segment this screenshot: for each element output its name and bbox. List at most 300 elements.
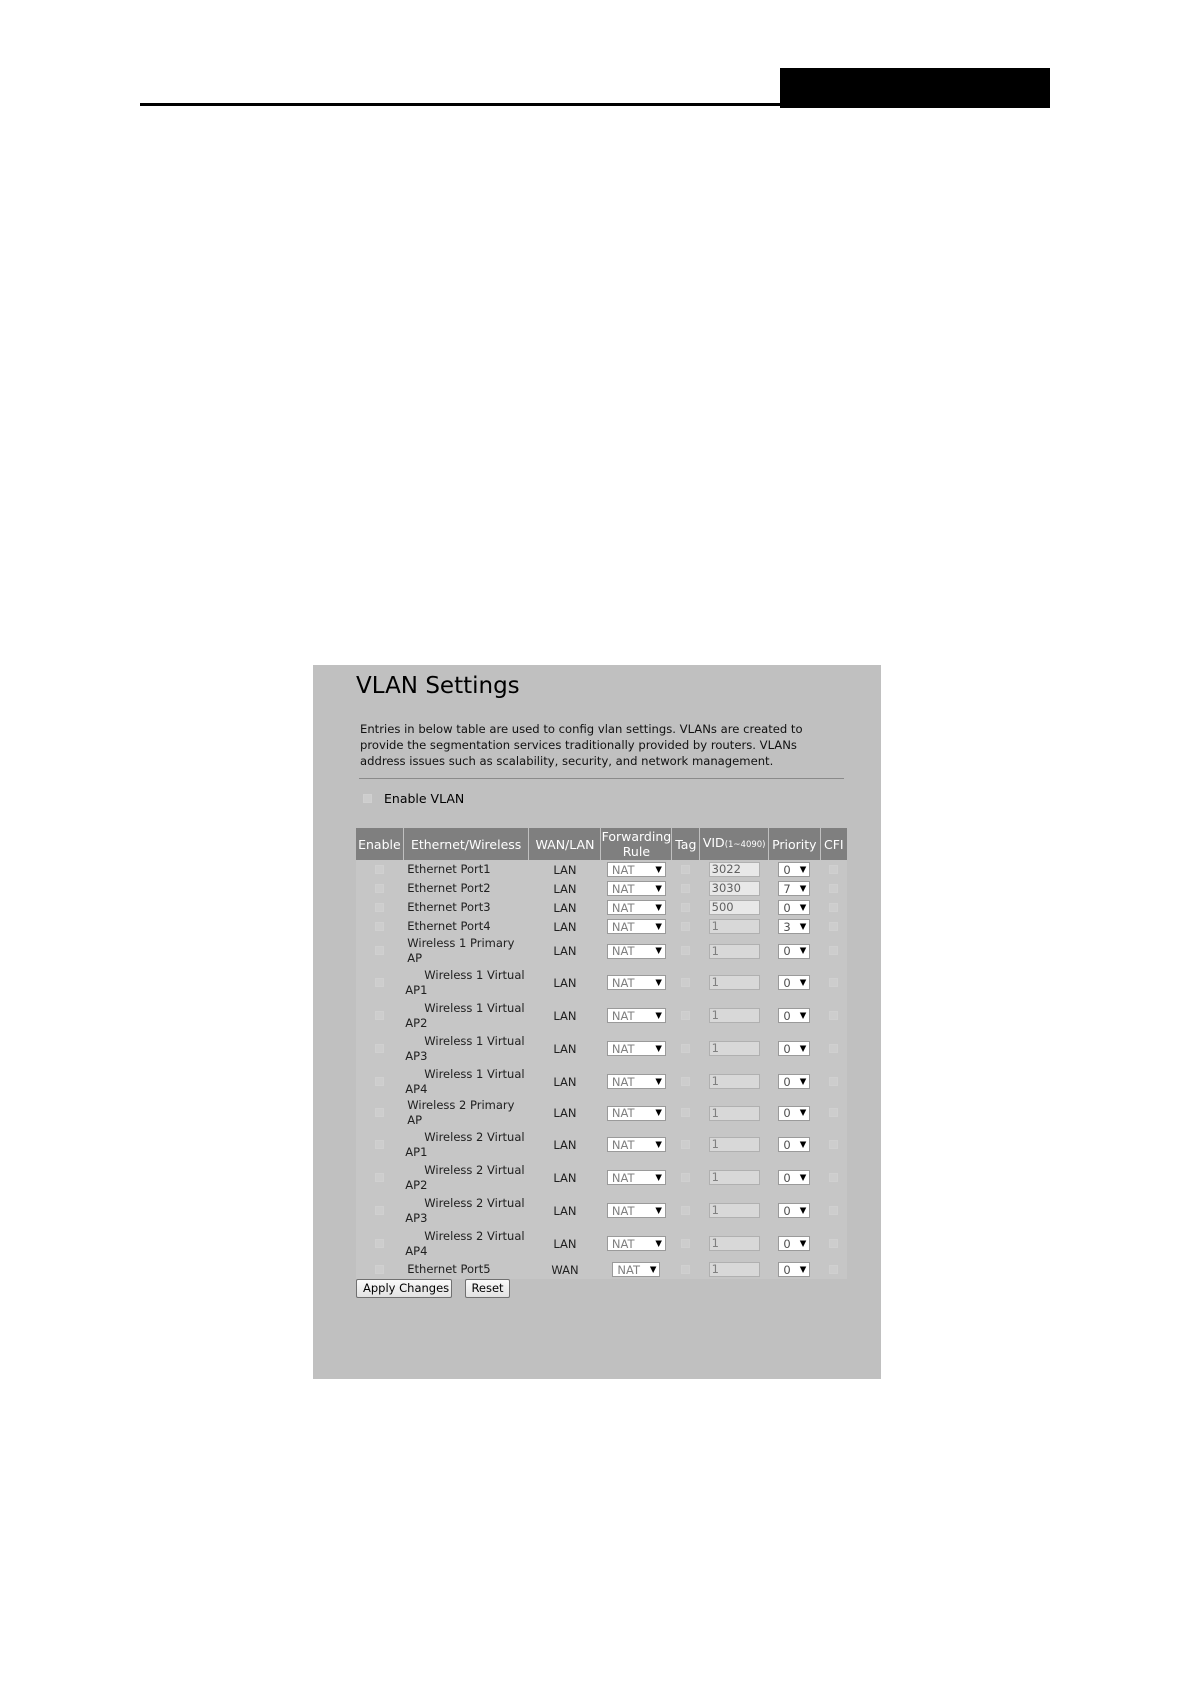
forwarding-rule-cell [601,1260,672,1279]
forwarding-rule-cell [601,917,672,936]
tag-checkbox[interactable] [681,1011,690,1020]
vid-cell [700,1032,769,1065]
panel-description: Entries in below table are used to config vlan settings. VLANs are created to provide the segmentation services traditionally provided by routers. VLANs address issues such as scalability, security, and network management. [360,722,803,768]
forwarding-rule-cell [601,1128,672,1161]
cfi-cell [820,1098,847,1128]
row-enable-checkbox[interactable] [375,1077,384,1086]
cfi-cell [820,1227,847,1260]
page-header-block [780,68,1050,108]
wan-lan-value: WAN [529,1260,601,1279]
priority-cell [769,936,821,966]
tag-checkbox[interactable] [681,1077,690,1086]
tag-cell [672,1065,700,1098]
priority-select[interactable] [778,1262,810,1277]
divider [359,778,844,779]
tag-cell [672,966,700,999]
wan-lan-value: LAN [529,1227,601,1260]
vid-cell [700,999,769,1032]
priority-cell [769,1065,821,1098]
vid-input[interactable]: 1 [709,1041,760,1056]
cfi-checkbox[interactable] [829,922,838,931]
vid-cell [700,936,769,966]
wan-lan-value: LAN [529,999,601,1032]
priority-cell [769,1098,821,1128]
interface-name [403,966,529,999]
dropdown-arrow-icon: ▼ [799,977,807,988]
cfi-cell [820,898,847,917]
dropdown-arrow-icon: ▼ [655,921,662,932]
table-row [356,879,847,898]
priority-select[interactable] [778,1041,810,1056]
vid-cell [700,1260,769,1279]
cfi-cell [820,1032,847,1065]
col-header-vid [700,828,769,860]
row-enable-checkbox[interactable] [375,946,384,955]
interface-name-line2: AP4 [405,1243,428,1258]
interface-name [403,1128,529,1161]
forwarding-rule-value: NAT [611,862,635,877]
table-row [356,999,847,1032]
dropdown-arrow-icon: ▼ [655,1010,662,1021]
priority-value: 0 [783,900,791,915]
enable-cell [356,1128,403,1161]
forwarding-rule-select[interactable] [607,975,666,990]
row-enable-checkbox[interactable] [375,1206,384,1215]
tag-checkbox[interactable] [681,1265,690,1274]
forwarding-rule-select[interactable] [607,1074,666,1089]
forwarding-rule-select[interactable] [607,919,666,934]
dropdown-arrow-icon: ▼ [649,1264,657,1275]
tag-checkbox[interactable] [681,1108,690,1117]
wan-lan-value: LAN [529,966,601,999]
interface-name-line1: Wireless 1 Virtual [424,1000,525,1015]
priority-value: 0 [783,944,791,958]
forwarding-rule-cell [601,1032,672,1065]
tag-cell [672,917,700,936]
dropdown-arrow-icon: ▼ [655,977,662,988]
tag-cell [672,1194,700,1227]
enable-cell [356,999,403,1032]
tag-cell [672,1032,700,1065]
vid-input[interactable]: 1 [709,1137,760,1152]
tag-checkbox[interactable] [681,978,690,987]
forwarding-rule-select[interactable] [607,1203,666,1218]
cfi-checkbox[interactable] [829,1108,838,1117]
forwarding-rule-select[interactable] [607,1236,666,1251]
col-header-interface: Ethernet/Wireless [403,828,529,860]
forwarding-rule-select[interactable] [607,1041,666,1056]
priority-select[interactable] [778,1203,810,1218]
tag-cell [672,999,700,1032]
priority-value: 0 [783,1008,791,1023]
wan-lan-value: LAN [529,1128,601,1161]
priority-select[interactable] [778,1106,810,1121]
wan-lan-value: LAN [529,898,601,917]
vid-cell [700,1128,769,1161]
col-header-vid-label: VID [702,835,725,850]
row-enable-checkbox[interactable] [375,865,384,874]
forwarding-rule-cell [601,1194,672,1227]
priority-select[interactable] [778,900,810,915]
cfi-checkbox[interactable] [829,1173,838,1182]
priority-select[interactable] [778,1008,810,1023]
vid-cell [700,1227,769,1260]
tag-cell [672,898,700,917]
dropdown-arrow-icon: ▼ [799,1172,807,1183]
enable-cell [356,1065,403,1098]
interface-name-line1: Wireless 2 Virtual [424,1195,525,1210]
col-header-vid-range: (1~4090) [724,840,766,850]
wan-lan-value: LAN [529,1161,601,1194]
priority-value: 0 [783,862,791,877]
cfi-cell [820,860,847,879]
forwarding-rule-value: NAT [611,1203,635,1218]
forwarding-rule-cell [601,999,672,1032]
enable-cell [356,936,403,966]
enable-vlan-checkbox[interactable] [363,794,372,803]
interface-name: Ethernet Port2 [403,879,529,898]
dropdown-arrow-icon: ▼ [799,1139,807,1150]
dropdown-arrow-icon: ▼ [655,1205,662,1216]
forwarding-rule-select[interactable] [607,900,666,915]
tag-cell [672,1098,700,1128]
priority-cell [769,917,821,936]
col-header-enable: Enable [356,828,403,860]
forwarding-rule-cell [601,1161,672,1194]
cfi-checkbox[interactable] [829,1140,838,1149]
interface-name-line2: AP3 [405,1048,428,1063]
table-row [356,1098,847,1128]
priority-value: 3 [783,919,791,934]
vid-input[interactable]: 1 [709,1262,760,1277]
wan-lan-value: LAN [529,1032,601,1065]
vid-input[interactable]: 1 [709,919,760,934]
row-enable-checkbox[interactable] [375,884,384,893]
forwarding-rule-select[interactable] [607,944,666,959]
forwarding-rule-select[interactable] [612,1262,660,1277]
enable-vlan-row[interactable] [363,791,464,806]
interface-name-line1: Wireless 1 Virtual [424,967,525,982]
interface-name [403,1065,529,1098]
cfi-cell [820,936,847,966]
forwarding-rule-cell [601,1227,672,1260]
forwarding-rule-select[interactable] [607,1170,666,1185]
enable-cell [356,1260,403,1279]
vid-input[interactable]: 1 [709,1236,760,1251]
wan-lan-value: LAN [529,917,601,936]
enable-cell [356,917,403,936]
priority-cell [769,860,821,879]
table-row [356,1161,847,1194]
tag-checkbox[interactable] [681,1173,690,1182]
row-enable-checkbox[interactable] [375,1173,384,1182]
row-enable-checkbox[interactable] [375,1044,384,1053]
page-title: VLAN Settings [356,673,520,699]
wan-lan-value: LAN [529,1098,601,1128]
col-header-forwarding-line2: Rule [622,844,651,859]
cfi-cell [820,966,847,999]
row-enable-checkbox[interactable] [375,922,384,931]
enable-cell [356,966,403,999]
tag-checkbox[interactable] [681,903,690,912]
tag-checkbox[interactable] [681,1140,690,1149]
dropdown-arrow-icon: ▼ [799,946,807,956]
tag-cell [672,1128,700,1161]
forwarding-rule-select[interactable] [607,1106,666,1121]
interface-name-line2: AP1 [405,1144,428,1159]
interface-name [403,1194,529,1227]
forwarding-rule-select[interactable] [607,1137,666,1152]
dropdown-arrow-icon: ▼ [799,1205,807,1216]
cfi-checkbox[interactable] [829,1011,838,1020]
dropdown-arrow-icon: ▼ [655,946,662,956]
interface-name: Wireless 2 Primary AP [403,1098,529,1128]
priority-select[interactable] [778,1137,810,1152]
interface-name [403,1227,529,1260]
priority-cell [769,1161,821,1194]
vid-cell [700,917,769,936]
row-enable-checkbox[interactable] [375,1108,384,1117]
row-enable-checkbox[interactable] [375,1140,384,1149]
cfi-checkbox[interactable] [829,1239,838,1248]
cfi-cell [820,1161,847,1194]
dropdown-arrow-icon: ▼ [655,1238,662,1249]
vid-cell [700,1161,769,1194]
dropdown-arrow-icon: ▼ [799,1238,807,1249]
priority-value: 0 [783,975,791,990]
priority-select[interactable] [778,881,810,896]
forwarding-rule-value: NAT [611,1041,635,1056]
priority-value: 0 [783,1262,791,1277]
interface-name-line1: Wireless 2 Virtual [424,1228,525,1243]
tag-checkbox[interactable] [681,922,690,931]
dropdown-arrow-icon: ▼ [655,1043,662,1054]
tag-checkbox[interactable] [681,1206,690,1215]
cfi-cell [820,999,847,1032]
cfi-cell [820,917,847,936]
table-row [356,936,847,966]
forwarding-rule-select[interactable] [607,1008,666,1023]
tag-checkbox[interactable] [681,1044,690,1053]
vid-cell [700,1098,769,1128]
forwarding-rule-value: NAT [611,1106,635,1120]
forwarding-rule-value: NAT [611,1074,635,1089]
cfi-checkbox[interactable] [829,978,838,987]
dropdown-arrow-icon: ▼ [655,864,662,875]
forwarding-rule-value: NAT [611,1170,635,1185]
row-enable-checkbox[interactable] [375,978,384,987]
forwarding-rule-cell [601,1098,672,1128]
priority-cell [769,879,821,898]
forwarding-rule-select[interactable] [607,881,666,896]
vid-input[interactable]: 1 [709,944,760,959]
vid-input[interactable]: 1 [709,1074,760,1089]
tag-checkbox[interactable] [681,865,690,874]
table-header-row [356,828,847,860]
vid-cell [700,966,769,999]
tag-cell [672,1227,700,1260]
cfi-cell [820,1065,847,1098]
priority-value: 7 [783,881,791,896]
interface-name: Ethernet Port4 [403,917,529,936]
enable-cell [356,1161,403,1194]
row-enable-checkbox[interactable] [375,1011,384,1020]
forwarding-rule-cell [601,936,672,966]
enable-cell [356,860,403,879]
tag-checkbox[interactable] [681,884,690,893]
forwarding-rule-value: NAT [611,944,635,958]
cfi-cell [820,1128,847,1161]
dropdown-arrow-icon: ▼ [799,902,807,913]
vid-cell [700,860,769,879]
col-header-cfi: CFI [820,828,847,860]
table-row [356,1065,847,1098]
apply-changes-button[interactable]: Apply Changes [356,1279,452,1298]
vid-input[interactable]: 1 [709,1008,760,1023]
col-header-wan-lan: WAN/LAN [529,828,601,860]
cfi-cell [820,879,847,898]
priority-select[interactable] [778,1170,810,1185]
table-row [356,1227,847,1260]
col-header-tag: Tag [672,828,700,860]
cfi-cell [820,1194,847,1227]
reset-button[interactable]: Reset [465,1279,510,1298]
cfi-checkbox[interactable] [829,946,838,955]
forwarding-rule-cell [601,898,672,917]
interface-name-line2: AP4 [405,1081,428,1096]
interface-name [403,1161,529,1194]
vid-input[interactable]: 1 [709,1106,760,1121]
dropdown-arrow-icon: ▼ [799,921,807,932]
tag-cell [672,879,700,898]
vid-input[interactable]: 3022 [709,862,760,877]
cfi-checkbox[interactable] [829,1044,838,1053]
cfi-checkbox[interactable] [829,1265,838,1274]
dropdown-arrow-icon: ▼ [799,1043,807,1054]
vlan-table [356,828,847,1279]
forwarding-rule-select[interactable] [607,862,666,877]
priority-cell [769,1194,821,1227]
table-row [356,898,847,917]
priority-cell [769,1128,821,1161]
vid-input[interactable]: 3030 [709,881,760,896]
tag-checkbox[interactable] [681,1239,690,1248]
forwarding-rule-value: NAT [611,881,635,896]
dropdown-arrow-icon: ▼ [655,883,662,894]
priority-value: 0 [783,1041,791,1056]
interface-name-line1: Wireless 2 Virtual [424,1129,525,1144]
tag-checkbox[interactable] [681,946,690,955]
dropdown-arrow-icon: ▼ [799,1108,807,1118]
forwarding-rule-value: NAT [611,919,635,934]
vid-cell [700,1065,769,1098]
tag-cell [672,1161,700,1194]
priority-select[interactable] [778,1074,810,1089]
priority-select[interactable] [778,1236,810,1251]
table-row [356,1194,847,1227]
table-row [356,1128,847,1161]
tag-cell [672,1260,700,1279]
cfi-checkbox[interactable] [829,884,838,893]
interface-name-line2: AP1 [405,982,428,997]
vlan-settings-panel [313,665,881,1379]
interface-name [403,1032,529,1065]
priority-select[interactable] [778,919,810,934]
interface-name-line2: AP3 [405,1210,428,1225]
interface-name: Ethernet Port1 [403,860,529,879]
interface-name-line1: Wireless 1 Virtual [424,1066,525,1081]
interface-name [403,999,529,1032]
priority-cell [769,1032,821,1065]
priority-cell [769,1227,821,1260]
priority-value: 0 [783,1236,791,1251]
vid-cell [700,1194,769,1227]
priority-cell [769,999,821,1032]
table-row [356,860,847,879]
col-header-forwarding-line1: Forwarding [601,829,672,844]
table-row [356,1032,847,1065]
interface-name-line2: AP2 [405,1177,428,1192]
priority-cell [769,966,821,999]
dropdown-arrow-icon: ▼ [799,864,807,875]
dropdown-arrow-icon: ▼ [655,902,662,913]
table-row [356,917,847,936]
interface-name-line2: AP2 [405,1015,428,1030]
cfi-checkbox[interactable] [829,903,838,912]
vid-input[interactable]: 1 [709,1170,760,1185]
priority-select[interactable] [778,862,810,877]
priority-select[interactable] [778,944,810,959]
wan-lan-value: LAN [529,879,601,898]
priority-value: 0 [783,1137,791,1152]
forwarding-rule-cell [601,860,672,879]
vid-input[interactable]: 1 [709,975,760,990]
vid-input[interactable]: 1 [709,1203,760,1218]
priority-select[interactable] [778,975,810,990]
wan-lan-value: LAN [529,1194,601,1227]
interface-name: Wireless 1 Primary AP [403,936,529,966]
col-header-forwarding-rule [601,828,672,860]
priority-value: 0 [783,1170,791,1185]
row-enable-checkbox[interactable] [375,903,384,912]
interface-name-line1: Wireless 1 Virtual [424,1033,525,1048]
cfi-checkbox[interactable] [829,1206,838,1215]
interface-name: Ethernet Port5 [403,1260,529,1279]
cfi-checkbox[interactable] [829,865,838,874]
enable-cell [356,879,403,898]
dropdown-arrow-icon: ▼ [655,1172,662,1183]
row-enable-checkbox[interactable] [375,1239,384,1248]
forwarding-rule-cell [601,966,672,999]
forwarding-rule-value: NAT [611,975,635,990]
enable-cell [356,1098,403,1128]
enable-cell [356,1227,403,1260]
vid-cell [700,898,769,917]
forwarding-rule-value: NAT [611,1137,635,1152]
enable-cell [356,898,403,917]
row-enable-checkbox[interactable] [375,1265,384,1274]
dropdown-arrow-icon: ▼ [799,883,807,894]
enable-cell [356,1032,403,1065]
forwarding-rule-value: NAT [611,1236,635,1251]
cfi-checkbox[interactable] [829,1077,838,1086]
vid-input[interactable]: 500 [709,900,760,915]
enable-vlan-label: Enable VLAN [384,791,465,806]
forwarding-rule-value: NAT [611,1008,635,1023]
priority-cell [769,1260,821,1279]
forwarding-rule-value: NAT [611,900,635,915]
dropdown-arrow-icon: ▼ [799,1076,807,1087]
